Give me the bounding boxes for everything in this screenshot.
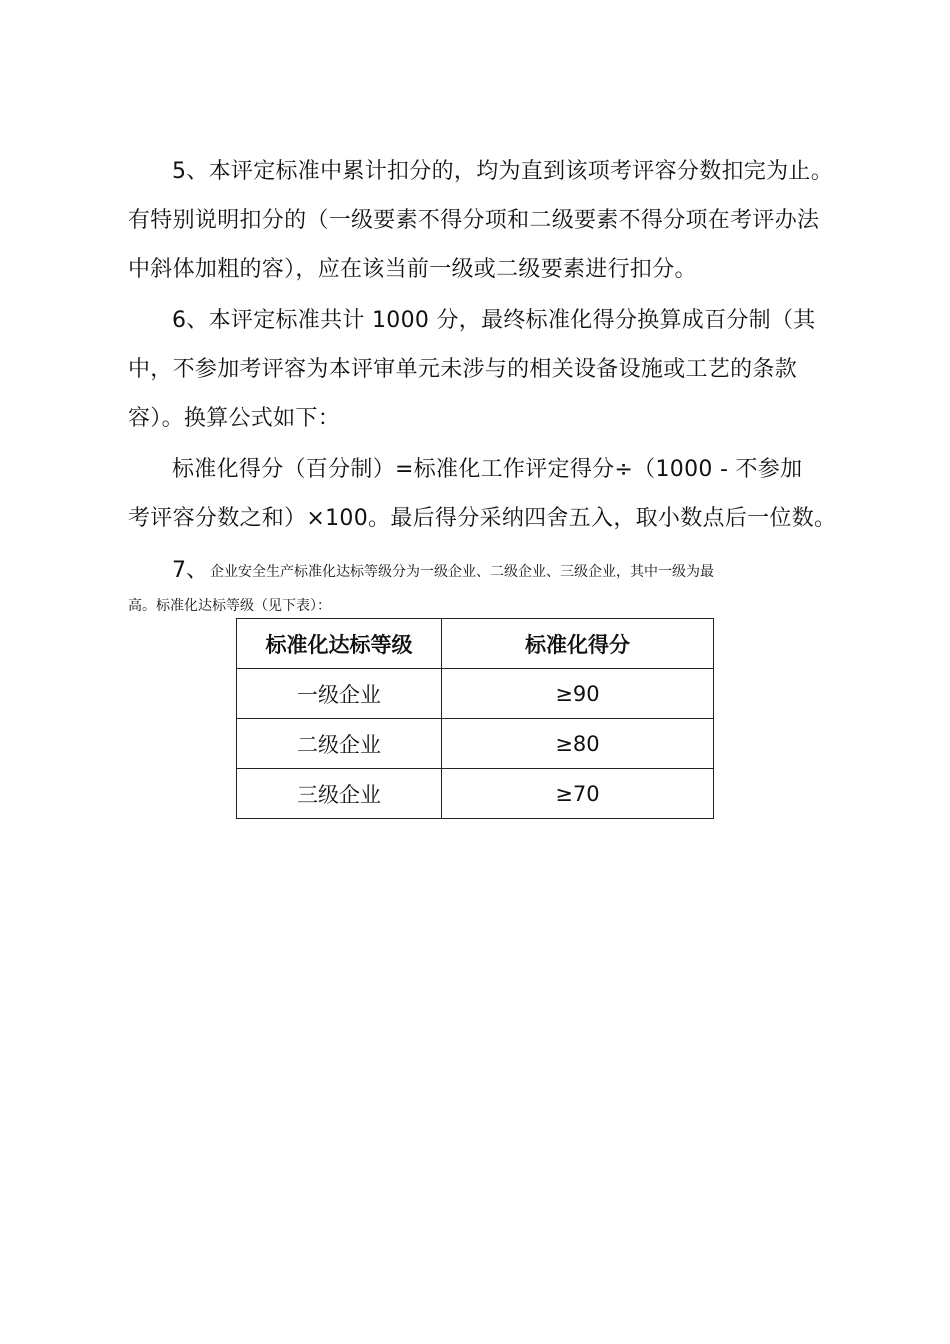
formula-line-1: 标准化得分（百分制）=标准化工作评定得分÷（1000 - 不参加 (172, 457, 803, 482)
score-cell: ≥70 (442, 769, 714, 819)
paragraph-5-line-2: 有特别说明扣分的（一级要素不得分项和二级要素不得分项在考评办法 (128, 208, 820, 233)
paragraph-6-line-1: 6、本评定标准共计 1000 分，最终标准化得分换算成百分制（其 (172, 308, 816, 333)
grade-table (236, 618, 714, 819)
grade-level-cell: 二级企业 (237, 719, 442, 769)
table-row (237, 769, 714, 819)
score-cell: ≥80 (442, 719, 714, 769)
formula-line-2: 考评容分数之和）×100。最后得分采纳四舍五入，取小数点后一位数。 (128, 506, 837, 531)
paragraph-5-line-3: 中斜体加粗的容），应在该当前一级或二级要素进行扣分。 (128, 257, 697, 282)
table-row (237, 719, 714, 769)
paragraph-7-number: 7、 (172, 558, 208, 583)
paragraph-6-line-2: 中，不参加考评容为本评审单元未涉与的相关设备设施或工艺的条款 (128, 357, 798, 382)
table-row (237, 669, 714, 719)
score-cell: ≥90 (442, 669, 714, 719)
grade-level-cell: 一级企业 (237, 669, 442, 719)
header-grade-level: 标准化达标等级 (237, 619, 442, 669)
paragraph-6-line-3: 容）。换算公式如下： (128, 406, 341, 431)
paragraph-5-line-1: 5、本评定标准中累计扣分的，均为直到该项考评容分数扣完为止。 (172, 159, 833, 184)
table-header-row (237, 619, 714, 669)
paragraph-7-line-2: 高。标准化达标等级（见下表）： (128, 598, 331, 614)
grade-level-cell: 三级企业 (237, 769, 442, 819)
header-score: 标准化得分 (442, 619, 714, 669)
paragraph-7-line-1: 企业安全生产标准化达标等级分为一级企业、二级企业、三级企业，其中一级为最 (210, 564, 714, 580)
